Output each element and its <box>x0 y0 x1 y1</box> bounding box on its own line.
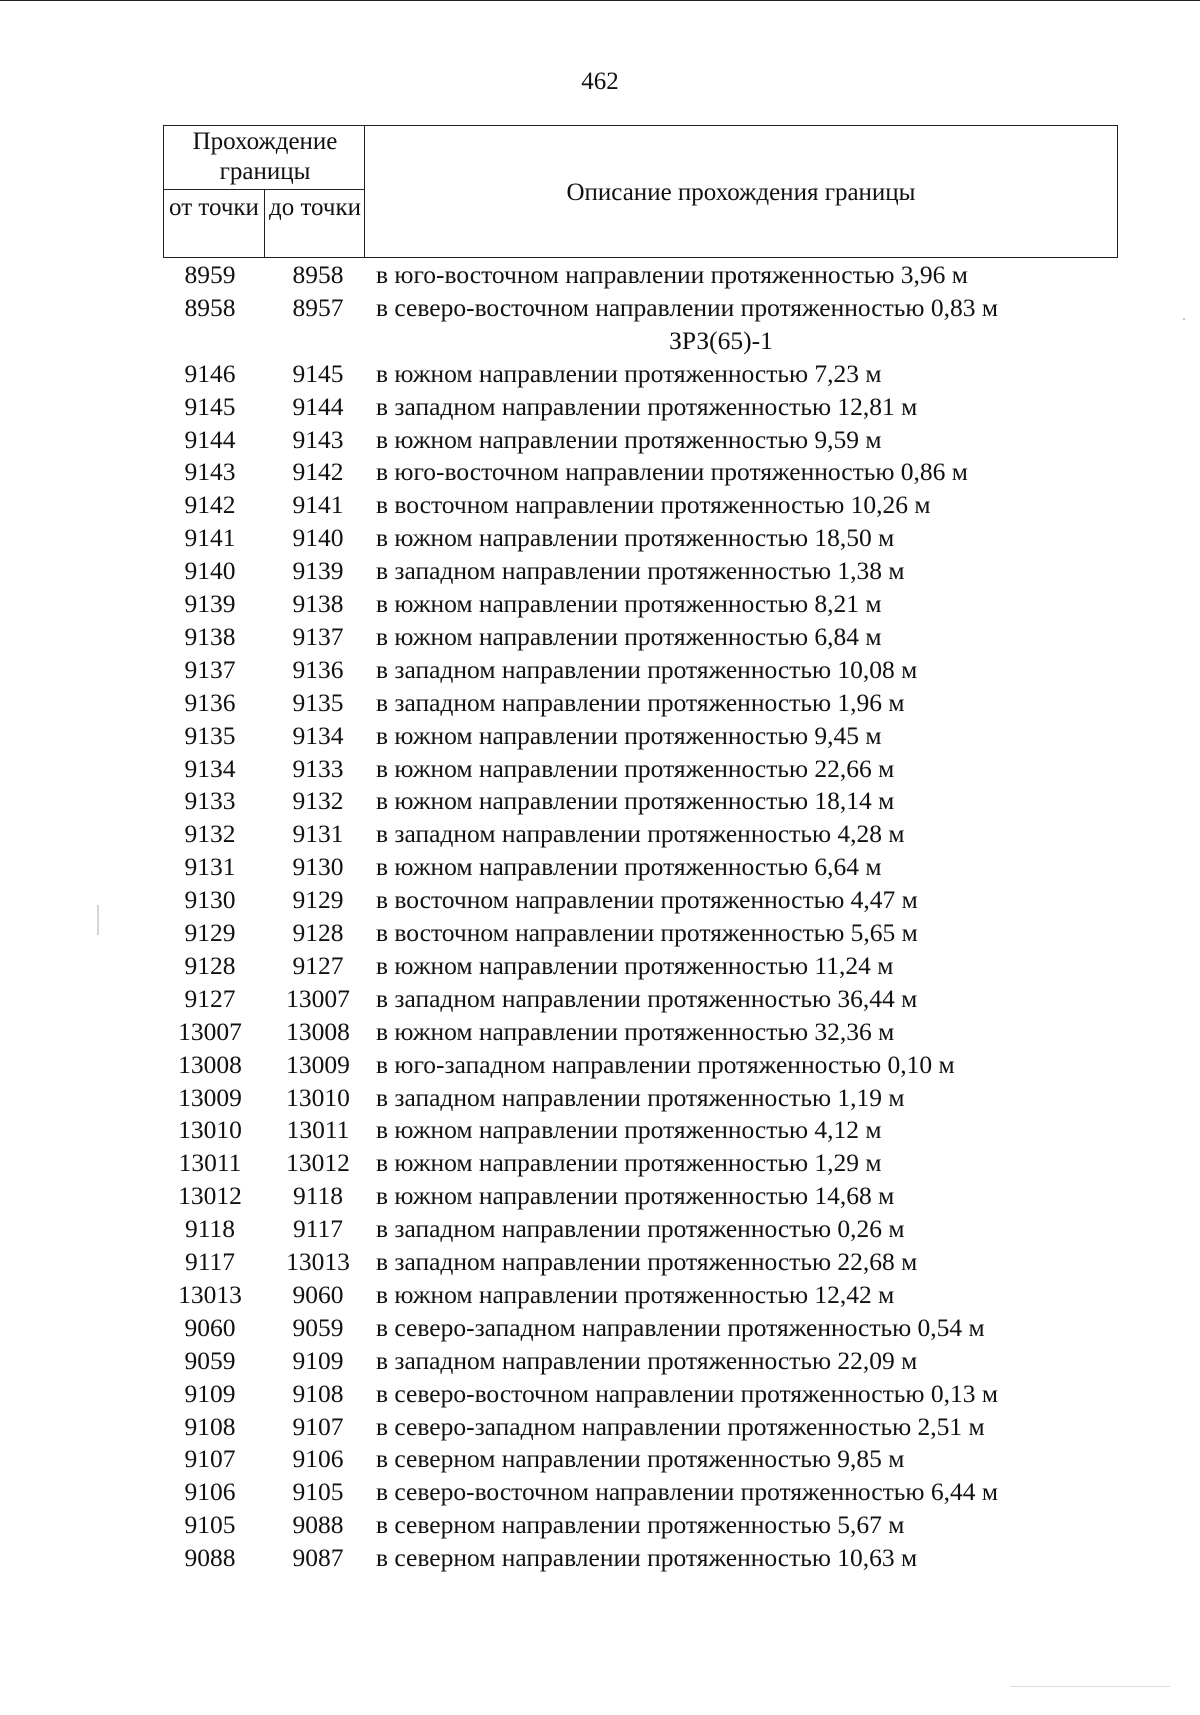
scan-mark <box>1010 1686 1170 1687</box>
row-description: в северо-восточном направлении протяженностью 6,44 м <box>376 1477 998 1507</box>
row-to-point: 9088 <box>292 1510 344 1540</box>
row-to-point: 9130 <box>292 852 344 882</box>
row-to-point: 9059 <box>292 1312 344 1342</box>
row-description: в восточном направлении протяженностью 4,47 м <box>376 885 918 915</box>
row-description: в западном направлении протяженностью 10,08 м <box>376 654 918 684</box>
row-to-point: 9141 <box>292 490 344 520</box>
row-to-point: 9132 <box>292 786 344 816</box>
row-from-point: 9146 <box>184 358 236 388</box>
row-to-point: 9138 <box>292 589 344 618</box>
row-from-point: 9060 <box>184 1312 236 1342</box>
row-description: в южном направлении протяженностью 8,21 м <box>376 589 882 618</box>
row-from-point: 9130 <box>184 885 236 915</box>
row-to-point: 8958 <box>292 260 344 289</box>
row-from-point: 9143 <box>184 457 236 487</box>
row-from-point: 9118 <box>184 1214 236 1244</box>
row-from-point: 9109 <box>184 1378 236 1408</box>
row-description: в южном направлении протяженностью 18,14 м <box>376 786 895 816</box>
row-to-point: 9118 <box>292 1181 344 1211</box>
row-description: в западном направлении протяженностью 36,44 м <box>376 983 918 1013</box>
row-from-point: 13011 <box>178 1148 242 1178</box>
row-from-point: 9117 <box>184 1247 236 1276</box>
row-description: в юго-западном направлении протяженностью 0,10 м <box>376 1049 955 1079</box>
row-from-point: 9135 <box>184 720 236 750</box>
row-from-point: 9134 <box>184 753 236 783</box>
row-description: в северо-восточном направлении протяженностью 0,13 м <box>376 1378 998 1408</box>
page-top-edge <box>0 0 1200 1</box>
row-from-point: 9132 <box>184 819 236 849</box>
row-from-point: 9145 <box>184 391 236 421</box>
row-to-point: 13009 <box>286 1049 350 1079</box>
row-from-point: 9129 <box>184 918 236 947</box>
row-from-point: 9137 <box>184 654 236 684</box>
row-description: в южном направлении протяженностью 9,59 м <box>376 424 882 454</box>
row-to-point: 9133 <box>292 753 344 783</box>
row-to-point: 9127 <box>292 950 344 980</box>
row-to-point: 9109 <box>292 1345 344 1375</box>
row-to-point: 9136 <box>292 654 344 684</box>
row-from-point: 9088 <box>184 1543 236 1573</box>
row-description: в восточном направлении протяженностью 10,26 м <box>376 490 931 520</box>
row-to-point: 9137 <box>292 621 344 651</box>
row-to-point: 9143 <box>292 424 344 454</box>
row-description: в южном направлении протяженностью 11,24 м <box>376 950 894 980</box>
row-description: в северо-восточном направлении протяженностью 0,83 м <box>376 292 998 322</box>
row-to-point: 8957 <box>292 292 344 322</box>
row-description: в западном направлении протяженностью 12,81 м <box>376 391 918 421</box>
scan-mark <box>97 905 99 935</box>
row-to-point: 9140 <box>292 523 344 553</box>
row-description: в восточном направлении протяженностью 5,65 м <box>376 918 918 947</box>
row-to-point: 9139 <box>292 556 344 586</box>
row-from-point: 9127 <box>184 983 236 1013</box>
row-to-point: 13013 <box>286 1247 350 1276</box>
header-from-label: от точки <box>169 194 259 221</box>
row-description: в западном направлении протяженностью 1,19 м <box>376 1082 905 1112</box>
row-from-point: 9142 <box>184 490 236 520</box>
header-description-label: Описание прохождения границы <box>566 179 916 206</box>
row-from-point: 8958 <box>184 292 236 322</box>
row-description: в южном направлении протяженностью 7,23 м <box>376 358 882 388</box>
row-from-point: 9108 <box>184 1411 236 1441</box>
row-from-point: 9106 <box>184 1477 236 1507</box>
header-subcolumn-divider <box>264 189 265 258</box>
row-to-point: 9135 <box>292 687 344 717</box>
row-to-point: 9128 <box>292 918 344 947</box>
row-description: в южном направлении протяженностью 6,84 м <box>376 621 882 651</box>
row-to-point: 9117 <box>292 1214 344 1244</box>
row-to-point: 9134 <box>292 720 344 750</box>
row-description: в юго-восточном направлении протяженностью 0,86 м <box>376 457 968 487</box>
row-description: в западном направлении протяженностью 22,09 м <box>376 1345 918 1375</box>
row-to-point: 9142 <box>292 457 344 487</box>
row-from-point: 9107 <box>184 1444 236 1474</box>
row-to-point: 9060 <box>292 1279 344 1309</box>
row-description: в северо-западном направлении протяженностью 0,54 м <box>376 1312 985 1342</box>
row-description: в северном направлении протяженностью 10,63 м <box>376 1543 918 1573</box>
section-heading: ЗРЗ(65)-1 <box>669 325 773 355</box>
row-to-point: 9129 <box>292 885 344 915</box>
row-from-point: 13013 <box>178 1279 242 1309</box>
row-description: в южном направлении протяженностью 18,50 м <box>376 523 895 553</box>
row-from-point: 9105 <box>184 1510 236 1540</box>
row-to-point: 13007 <box>286 983 350 1013</box>
row-from-point: 9139 <box>184 589 236 618</box>
header-divider <box>364 125 365 258</box>
row-from-point: 9128 <box>184 950 236 980</box>
row-to-point: 9108 <box>292 1378 344 1408</box>
page-number: 462 <box>581 68 619 95</box>
row-description: в южном направлении протяженностью 32,36 м <box>376 1016 895 1046</box>
row-from-point: 13010 <box>178 1115 242 1145</box>
row-description: в западном направлении протяженностью 4,28 м <box>376 819 905 849</box>
row-description: в северном направлении протяженностью 9,85 м <box>376 1444 905 1474</box>
row-from-point: 13007 <box>178 1016 242 1046</box>
row-from-point: 9133 <box>184 786 236 816</box>
row-from-point: 9131 <box>184 852 236 882</box>
row-to-point: 9145 <box>292 358 344 388</box>
row-from-point: 8959 <box>184 260 236 289</box>
row-from-point: 9138 <box>184 621 236 651</box>
row-description: в южном направлении протяженностью 6,64 м <box>376 852 882 882</box>
row-to-point: 13010 <box>286 1082 350 1112</box>
row-to-point: 13012 <box>286 1148 350 1178</box>
header-group-label: Прохождение границы <box>192 128 338 185</box>
row-description: в северном направлении протяженностью 5,67 м <box>376 1510 905 1540</box>
row-from-point: 13009 <box>178 1082 242 1112</box>
row-to-point: 13011 <box>286 1115 350 1145</box>
row-description: в западном направлении протяженностью 0,26 м <box>376 1214 905 1244</box>
row-to-point: 9106 <box>292 1444 344 1474</box>
row-from-point: 13012 <box>178 1181 242 1211</box>
row-from-point: 9144 <box>184 424 236 454</box>
row-description: в западном направлении протяженностью 1,96 м <box>376 687 905 717</box>
row-description: в юго-восточном направлении протяженностью 3,96 м <box>376 260 968 289</box>
row-to-point: 9107 <box>292 1411 344 1441</box>
row-description: в южном направлении протяженностью 12,42 м <box>376 1279 895 1309</box>
row-description: в западном направлении протяженностью 22,68 м <box>376 1247 918 1276</box>
scan-mark <box>1183 318 1185 320</box>
row-description: в южном направлении протяженностью 1,29 м <box>376 1148 882 1178</box>
row-from-point: 9141 <box>184 523 236 553</box>
row-description: в южном направлении протяженностью 4,12 м <box>376 1115 882 1145</box>
row-from-point: 9059 <box>184 1345 236 1375</box>
row-from-point: 9140 <box>184 556 236 586</box>
header-to-label: до точки <box>268 194 362 221</box>
row-from-point: 13008 <box>178 1049 242 1079</box>
row-description: в южном направлении протяженностью 22,66 м <box>376 753 895 783</box>
row-to-point: 9144 <box>292 391 344 421</box>
row-description: в южном направлении протяженностью 14,68 м <box>376 1181 895 1211</box>
row-description: в южном направлении протяженностью 9,45 м <box>376 720 882 750</box>
row-to-point: 9087 <box>292 1543 344 1573</box>
row-from-point: 9136 <box>184 687 236 717</box>
row-description: в северо-западном направлении протяженностью 2,51 м <box>376 1411 985 1441</box>
row-to-point: 13008 <box>286 1016 350 1046</box>
row-to-point: 9131 <box>292 819 344 849</box>
row-to-point: 9105 <box>292 1477 344 1507</box>
row-description: в западном направлении протяженностью 1,38 м <box>376 556 905 586</box>
